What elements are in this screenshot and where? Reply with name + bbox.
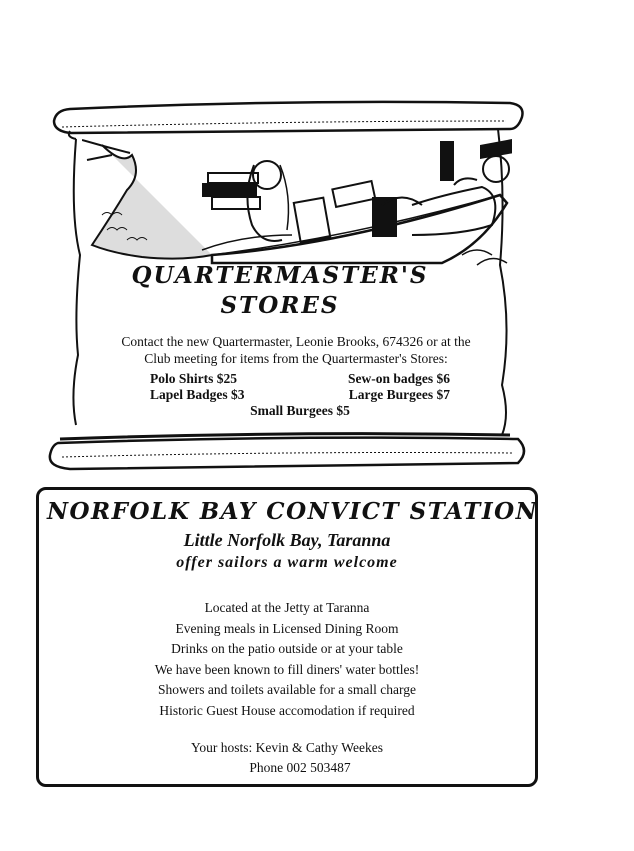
quartermaster-price-list: [150, 371, 450, 419]
price-item-polo-shirts: Polo Shirts $25: [150, 371, 238, 386]
price-item-sew-on-badges: Sew-on badges $6: [347, 371, 450, 386]
feature-line: Showers and toilets available for a small charge: [157, 682, 417, 697]
feature-line: Historic Guest House accomodation if required: [159, 702, 415, 718]
norfolk-bay-welcome: offer sailors a warm welcome: [176, 554, 398, 571]
norfolk-bay-advert: [36, 487, 538, 787]
quartermaster-advert: [40, 95, 530, 480]
quartermaster-contact: [96, 333, 496, 367]
feature-line: Located at the Jetty at Taranna: [204, 600, 370, 615]
contact-line: Club meeting for items from the Quartermaster's Stores:: [144, 351, 448, 366]
feature-line: Drinks on the patio outside or at your table: [171, 641, 403, 656]
price-item-large-burgees: Large Burgees $7: [348, 387, 450, 402]
price-item-small-burgees: Small Burgees $5: [250, 403, 350, 418]
price-row: [150, 403, 450, 419]
price-row: [150, 371, 450, 387]
feature-line: Evening meals in Licensed Dining Room: [175, 620, 399, 636]
price-item-lapel-badges: Lapel Badges $3: [150, 387, 245, 402]
norfolk-bay-title: NORFOLK BAY CONVICT STATION: [47, 498, 539, 525]
quartermaster-title: [100, 261, 460, 321]
norfolk-bay-hosts: [39, 738, 535, 778]
quartermaster-title-line2: STORES: [220, 292, 340, 319]
quartermaster-title-line1: QUARTERMASTER'S: [131, 262, 429, 289]
hosts-line: Your hosts: Kevin & Cathy Weekes: [191, 740, 383, 755]
norfolk-bay-subtitle: Little Norfolk Bay, Taranna: [183, 530, 391, 550]
norfolk-bay-features: [39, 598, 535, 721]
contact-line: Contact the new Quartermaster, Leonie Brooks, 674326 or at the: [121, 334, 471, 349]
feature-line: We have been known to fill diners' water bottles!: [154, 661, 420, 677]
phone-number: Phone 002 503487: [249, 760, 351, 775]
price-row: [150, 387, 450, 403]
